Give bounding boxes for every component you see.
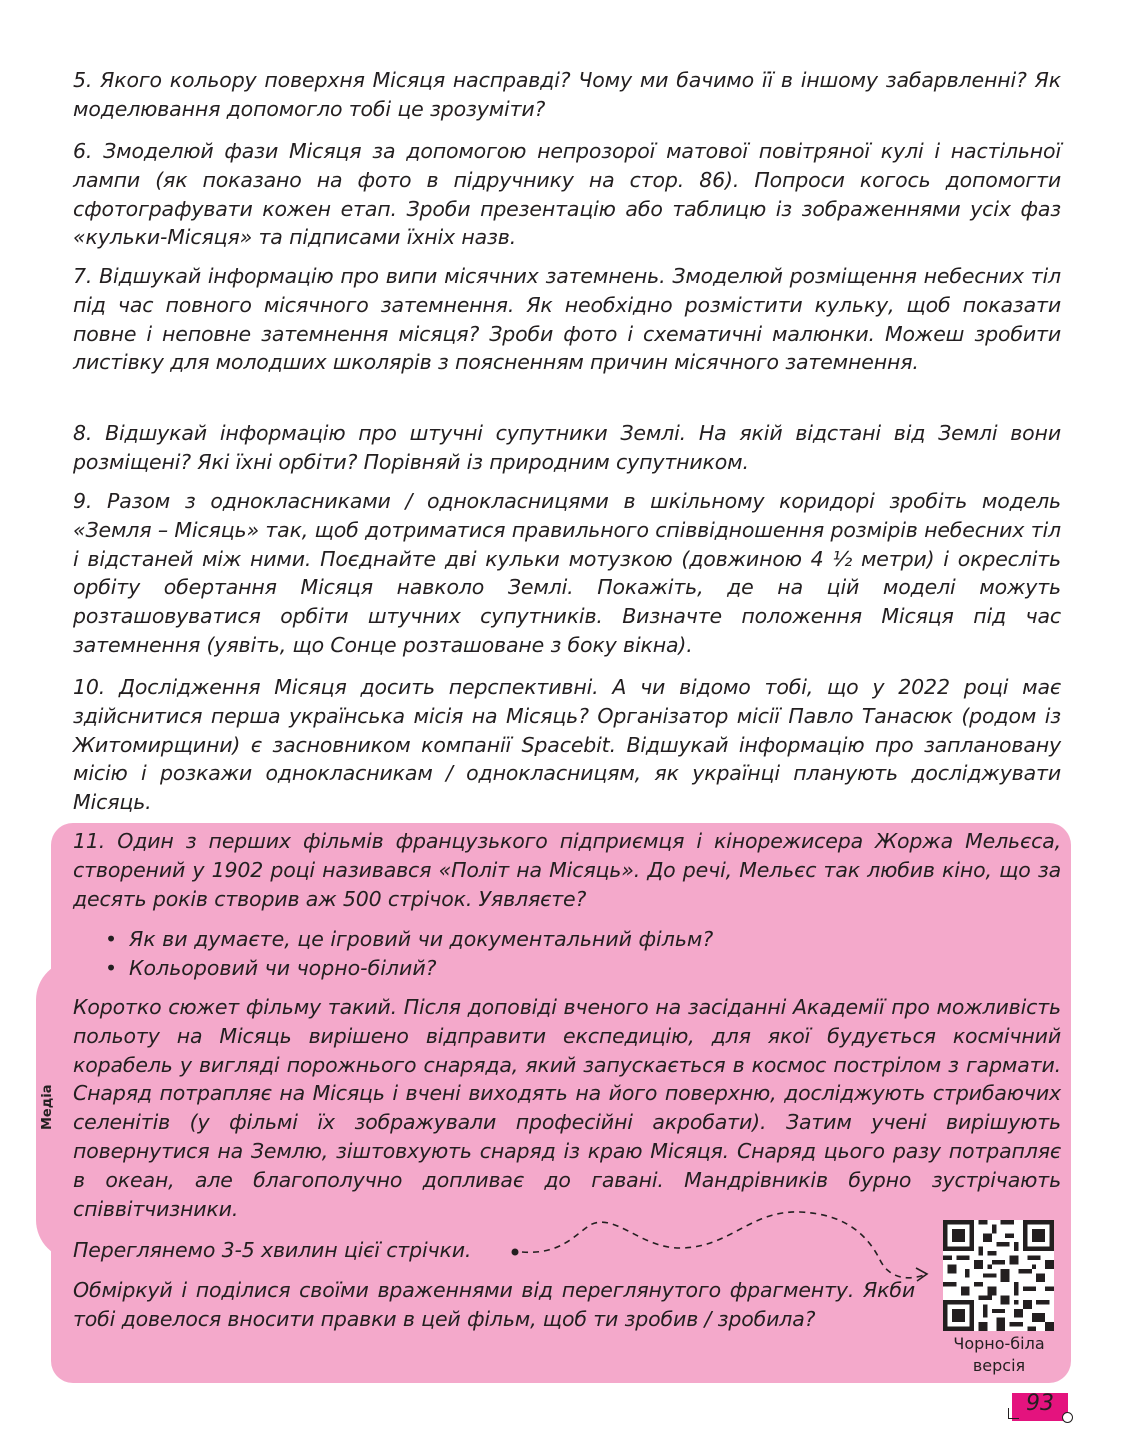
task-11: 11. Один з перших фільмів французького підприємця і кінорежисера Жоржа Мельєса, створений у 1902 році називався «Політ на Місяць». До речі, Мельєс так любив кіно, що за десять років створив аж 500 стрічок. Уявляєте? [73,829,1061,911]
question-item: • Кольоровий чи чорно-білий? [103,954,1003,983]
qr-code[interactable] [943,1220,1054,1331]
task-10: 10. Дослідження Місяця досить перспективні. А чи відомо тобі, що у 2022 році має здійснитися перша українська місія на Місяць? Організатор місії Павло Танасюк (родом із Житомирщини) є засновником компанії Spacebit. Відшукай інформацію про заплановану місію і розкажи однокласникам / однокласницям, як українці планують досліджувати Місяць. [73,675,1061,815]
media-label: Медіа [40,1084,55,1130]
question-item: • Як ви думаєте, це ігровий чи документальний фільм? [103,925,1003,954]
qr-caption-line: версія [972,1356,1026,1375]
task-5: 5. Якого кольору поверхня Місяця насправді? Чому ми бачимо її в іншому забарвленні? Як моделювання допомогло тобі це зрозуміти? [73,68,1061,121]
page-number: 93 [1026,1391,1054,1416]
reflection-question: Обміркуй і поділися своїми враженнями від переглянутого фрагменту. Якби тобі довелося вносити правки в цей фільм, щоб ти зробив / зробила? [73,1278,915,1331]
task-8: 8. Відшукай інформацію про штучні супутники Землі. На якій відстані від Землі вони розміщені? Які їхні орбіти? Порівняй із природним супутником. [73,421,1061,474]
qr-caption [930,1333,1068,1377]
corner-mark [1008,1408,1019,1419]
film-plot: Коротко сюжет фільму такий. Після доповіді вченого на засіданні Академії про можливість польоту на Місяць вирішено відправити експедицію, для якої будується космічний корабель у вигляді порожнього снаряда, який запускається в космос пострілом з гармати. Снаряд потрапляє на Місяць і вчені виходять на його поверхню, досліджують стрибаючих селенітів (у фільмі їх зображували професійні акробати). Затим учені вирішують повернутися на Землю, зіштовхують снаряд із краю Місяця. Снаряд цього разу потрапляє в океан, але благополучно допливає до гавані. Мандрівників бурно зустрічають співвітчизники. [73,995,1061,1221]
qr-caption-line: Чорно-біла [953,1334,1045,1353]
task-7: 7. Відшукай інформацію про випи місячних затемнень. Змоделюй розміщення небесних тіл під час повного місячного затемнення. Як необхідно розмістити кульку, щоб показати повне і неповне затемнення місяця? Зроби фото і схематичні малюнки. Можеш зробити листівку для молодших школярів з поясненням причин місячного затемнення. [73,264,1061,375]
task-9: 9. Разом з однокласниками / однокласницями в шкільному коридорі зробіть модель «Земля – Місяць» так, щоб дотриматися правильного співвідношення розмірів небесних тіл і відстаней між ними. Поєднайте дві кульки мотузкою (довжиною 4 ½ метри) і окресліть орбіту обертання Місяця навколо Землі. Покажіть, де на цій моделі можуть розташовуватися орбіти штучних супутників. Визначте положення Місяця під час затемнення (уявіть, що Сонце розташоване з боку вікна). [73,489,1061,657]
watch-instruction: Переглянемо 3-5 хвилин цієї стрічки. [73,1238,472,1262]
task-6: 6. Змоделюй фази Місяця за допомогою непрозорої матової повітряної кулі і настільної лампи (як показано на фото в підручнику на стор. 86). Попроси когось допомогти сфотографувати кожен етап. Зроби презентацію або таблицю із зображеннями усіх фаз «кульки-Місяця» та підписами їхніх назв. [73,139,1061,250]
corner-circle [1062,1412,1073,1423]
qr-code-icon [943,1220,1054,1331]
